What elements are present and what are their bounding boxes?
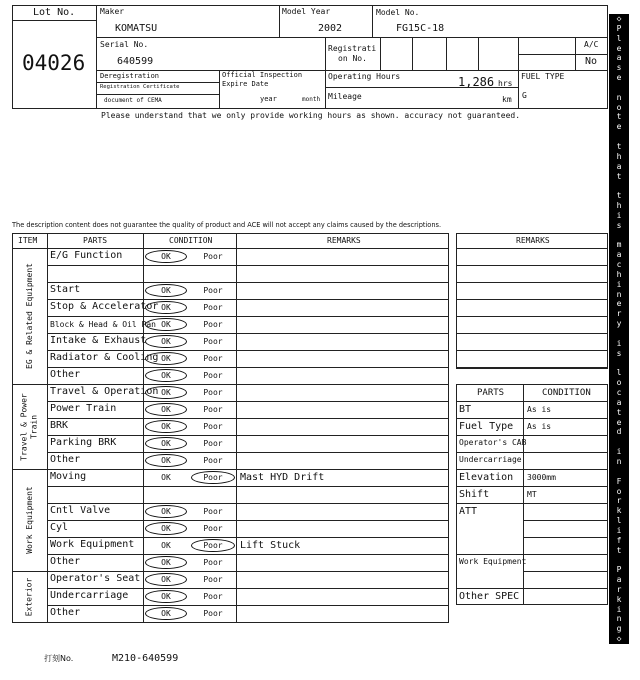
maker-label: Maker <box>100 7 125 16</box>
condition-ok-option[interactable]: OK <box>145 403 187 416</box>
sidebar-char: i <box>616 447 622 457</box>
condition-ok-option[interactable]: OK <box>145 454 187 467</box>
operating-hours-value: 1,286 <box>458 75 495 89</box>
ac-value: No <box>585 56 598 67</box>
group-label: Travel & Power <box>19 392 29 461</box>
sidebar-char: n <box>616 456 622 466</box>
header-parts: PARTS <box>83 236 108 245</box>
sidebar-char: k <box>616 506 622 516</box>
condition-poor-option[interactable]: Poor <box>203 354 223 363</box>
parts-cell: Other <box>50 454 81 465</box>
sidebar-char: i <box>616 210 622 220</box>
group-label: Work Equipment <box>24 486 34 554</box>
sidebar-char: i <box>616 604 622 614</box>
sidebar-char: t <box>616 407 622 417</box>
sidebar-char: c <box>616 388 622 398</box>
parts-cell: E/G Function <box>50 250 123 261</box>
month-label: month <box>302 96 321 103</box>
parts-cell: Undercarriage <box>50 590 129 601</box>
sidebar-char: k <box>616 594 622 604</box>
sidebar-char: i <box>616 338 622 348</box>
header-condition: CONDITION <box>169 236 213 245</box>
sidebar-char: P <box>616 565 622 575</box>
registration-certificate-label: Registration Certificate <box>100 84 180 90</box>
condition-poor-option[interactable]: Poor <box>203 456 223 465</box>
group-label: Exterior <box>24 577 34 616</box>
year-label: year <box>260 95 277 103</box>
parts-cell: Power Train <box>50 403 117 414</box>
sidebar-char: ◇ <box>616 14 622 23</box>
sidebar-char: l <box>616 368 622 378</box>
parts-cell: Operator's Seat <box>50 573 141 584</box>
condition-poor-option[interactable]: Poor <box>203 524 223 533</box>
sidebar-char: a <box>616 250 622 260</box>
condition-poor-option[interactable]: Poor <box>191 539 235 552</box>
sidebar-char: t <box>616 171 622 181</box>
condition-poor-option[interactable]: Poor <box>203 320 223 329</box>
condition-poor-option[interactable]: Poor <box>203 507 223 516</box>
lot-label: Lot No. <box>33 7 76 18</box>
sidebar-char: e <box>616 43 622 53</box>
group-label: Train <box>29 414 39 439</box>
sidebar-char: l <box>616 33 622 43</box>
condition-poor-option[interactable]: Poor <box>203 405 223 414</box>
sidebar-char: e <box>616 299 622 309</box>
sidebar-char: a <box>616 575 622 585</box>
condition-ok-option[interactable]: OK <box>145 607 187 620</box>
parts-cell: Parking BRK <box>50 437 117 448</box>
right-parts-cell: Work Equipment <box>459 557 527 566</box>
stamp-label: 打刻No. <box>44 654 74 663</box>
right-parts-cell: Operator's CAB <box>459 438 527 447</box>
right-condition-cell: As is <box>527 405 552 414</box>
parts-cell: Block & Head & Oil Pan <box>50 320 156 329</box>
sidebar-char: ◇ <box>616 634 622 644</box>
serial-label: Serial No. <box>100 40 149 49</box>
parts-cell: Work Equipment <box>50 539 135 550</box>
condition-ok-option[interactable]: OK <box>145 573 187 586</box>
sidebar-char: r <box>616 309 622 319</box>
sidebar-char: t <box>616 112 622 122</box>
registration-label-2: on No. <box>338 54 367 63</box>
model-year-label: Model Year <box>282 7 331 16</box>
sidebar-char: a <box>616 161 622 171</box>
condition-ok-option[interactable]: OK <box>145 386 187 399</box>
sidebar-char: h <box>616 151 622 161</box>
right-condition-cell: MT <box>527 490 537 499</box>
sidebar-char: s <box>616 348 622 358</box>
sidebar-char: r <box>616 496 622 506</box>
right-parts-cell: Fuel Type <box>459 421 514 432</box>
location-notice-bar <box>609 14 629 644</box>
fuel-type-value: G <box>522 91 527 100</box>
condition-poor-option[interactable]: Poor <box>203 252 223 261</box>
condition-ok-option[interactable]: OK <box>145 437 187 450</box>
lot-number: 04026 <box>22 51 86 75</box>
model-year-value: 2002 <box>318 23 343 34</box>
parts-cell: Start <box>50 284 81 295</box>
condition-ok-option[interactable]: OK <box>145 284 187 297</box>
condition-poor-option[interactable]: Poor <box>203 286 223 295</box>
header-remarks: REMARKS <box>327 236 361 245</box>
model-no-label: Model No. <box>376 8 420 17</box>
sidebar-char: y <box>616 319 622 329</box>
sidebar-char: l <box>616 516 622 526</box>
maker-value: KOMATSU <box>115 23 158 34</box>
sidebar-char: g <box>616 624 622 634</box>
condition-poor-option[interactable]: Poor <box>203 609 223 618</box>
condition-ok-option[interactable]: OK <box>145 505 187 518</box>
condition-poor-option[interactable]: Poor <box>203 575 223 584</box>
sidebar-char: P <box>616 23 622 33</box>
sidebar-char: m <box>616 240 622 250</box>
condition-poor-option[interactable]: Poor <box>203 371 223 380</box>
right-header-parts: PARTS <box>477 388 505 398</box>
remarks-cell: Mast HYD Drift <box>240 472 325 483</box>
inspection-label-2: Expire Date <box>222 80 269 88</box>
sidebar-char: h <box>616 269 622 279</box>
condition-poor-option[interactable]: Poor <box>203 388 223 397</box>
parts-cell: BRK <box>50 420 69 431</box>
right-parts-cell: Undercarriage <box>459 455 522 464</box>
parts-cell: Intake & Exhaust <box>50 335 147 346</box>
cema-label: document of CEMA <box>104 97 162 104</box>
remarks-cell: Lift Stuck <box>240 540 301 551</box>
sidebar-char: s <box>616 63 622 73</box>
header-item: ITEM <box>18 236 38 245</box>
parts-cell: Cyl <box>50 522 69 533</box>
serial-value: 640599 <box>117 56 154 67</box>
registration-label-1: Registrati <box>328 44 377 53</box>
condition-poor-option[interactable]: Poor <box>191 471 235 484</box>
fuel-type-label: FUEL TYPE <box>521 72 565 81</box>
sidebar-char: n <box>616 289 622 299</box>
operating-hours-label: Operating Hours <box>328 72 401 81</box>
right-parts-cell: Other SPEC <box>459 591 520 602</box>
parts-cell: Other <box>50 369 81 380</box>
condition-ok-option[interactable]: OK <box>145 335 187 348</box>
sidebar-char: r <box>616 584 622 594</box>
sidebar-char: i <box>616 279 622 289</box>
parts-cell: Travel & Operation <box>50 386 159 397</box>
condition-ok-option[interactable]: OK <box>145 352 187 365</box>
condition-poor-option[interactable]: Poor <box>203 337 223 346</box>
condition-ok-option[interactable]: OK <box>145 250 187 263</box>
parts-cell: Other <box>50 607 81 618</box>
condition-ok-option[interactable]: OK <box>145 301 187 314</box>
condition-poor-option[interactable]: Poor <box>203 303 223 312</box>
right-parts-cell: ATT <box>459 506 478 517</box>
sidebar-char: f <box>616 535 622 545</box>
condition-ok-option[interactable]: OK <box>161 541 171 550</box>
sidebar-char: a <box>616 53 622 63</box>
condition-ok-option[interactable]: OK <box>145 522 187 535</box>
right-header-condition: CONDITION <box>542 388 591 398</box>
sidebar-char: e <box>616 417 622 427</box>
parts-cell: Radiator & Cooling <box>50 352 159 363</box>
right-condition-cell: 3000mm <box>527 473 556 482</box>
inspection-label-1: Official Inspection <box>222 71 303 79</box>
condition-ok-option[interactable]: OK <box>145 590 187 603</box>
parts-cell: Cntl Valve <box>50 505 111 516</box>
deregistration-label: Deregistration <box>100 72 160 80</box>
sidebar-char: e <box>616 122 622 132</box>
sidebar-char: h <box>616 201 622 211</box>
condition-ok-option[interactable]: OK <box>145 318 187 331</box>
disclaimer: The description content does not guarantee the quality of product and ACE will not accept any claims caused by the descriptions. <box>12 221 442 229</box>
parts-cell: Stop & Accelerator <box>50 301 159 312</box>
right-remarks-header: REMARKS <box>516 236 550 245</box>
sidebar-char: F <box>616 476 622 486</box>
sidebar-char: c <box>616 260 622 270</box>
hours-note: Please understand that we only provide working hours as shown. accuracy not guaranteed. <box>101 111 521 120</box>
sidebar-char: t <box>616 191 622 201</box>
ac-label: A/C <box>584 40 599 49</box>
condition-poor-option[interactable]: Poor <box>203 422 223 431</box>
sidebar-char: e <box>616 73 622 83</box>
group-label: EG & Related Equipment <box>24 263 34 369</box>
condition-ok-option[interactable]: OK <box>145 369 187 382</box>
km-unit: km <box>502 95 512 104</box>
sidebar-char: s <box>616 220 622 230</box>
right-condition-cell: As is <box>527 422 552 431</box>
condition-poor-option[interactable]: Poor <box>203 592 223 601</box>
condition-ok-option[interactable]: OK <box>161 473 171 482</box>
sidebar-char: n <box>616 92 622 102</box>
parts-cell: Other <box>50 556 81 567</box>
sidebar-char: a <box>616 397 622 407</box>
stamp-value: M210-640599 <box>112 653 179 664</box>
sidebar-char: t <box>616 545 622 555</box>
parts-cell: Moving <box>50 471 87 482</box>
right-parts-cell: Shift <box>459 489 490 500</box>
right-parts-cell: BT <box>459 404 472 415</box>
condition-poor-option[interactable]: Poor <box>203 439 223 448</box>
sidebar-char: n <box>616 614 622 624</box>
condition-ok-option[interactable]: OK <box>145 556 187 569</box>
hrs-unit: hrs <box>498 79 513 88</box>
mileage-label: Mileage <box>328 92 362 101</box>
right-parts-cell: Elevation <box>459 472 514 483</box>
model-no-value: FG15C-18 <box>396 23 445 34</box>
sidebar-char: o <box>616 486 622 496</box>
sidebar-char: i <box>616 525 622 535</box>
sidebar-char: d <box>616 427 622 437</box>
sidebar-char: o <box>616 102 622 112</box>
sidebar-char: t <box>616 141 622 151</box>
condition-poor-option[interactable]: Poor <box>203 558 223 567</box>
sidebar-char: o <box>616 378 622 388</box>
condition-ok-option[interactable]: OK <box>145 420 187 433</box>
